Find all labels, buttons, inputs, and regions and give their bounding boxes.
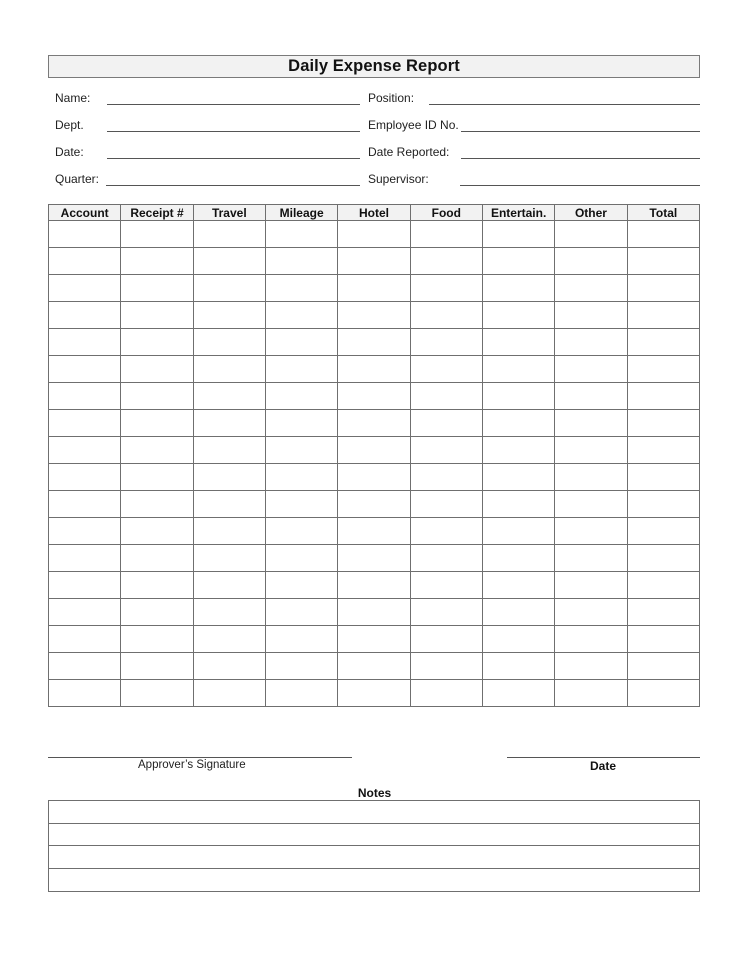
cell-other[interactable] <box>555 275 627 302</box>
report-title: Daily Expense Report <box>288 57 460 75</box>
cell-account[interactable] <box>49 626 121 653</box>
cell-food[interactable] <box>410 383 482 410</box>
cell-food[interactable] <box>410 545 482 572</box>
cell-mileage[interactable] <box>265 599 337 626</box>
notes-box <box>48 800 700 892</box>
approval-date-line[interactable] <box>507 757 700 758</box>
table-row <box>49 545 700 572</box>
cell-total[interactable] <box>627 464 699 491</box>
table-row <box>49 221 700 248</box>
cell-travel[interactable] <box>193 302 265 329</box>
cell-food[interactable] <box>410 221 482 248</box>
cell-other[interactable] <box>555 572 627 599</box>
cell-hotel[interactable] <box>338 437 410 464</box>
column-header-travel: Travel <box>193 205 265 221</box>
notes-line[interactable] <box>49 823 700 846</box>
approver-signature-line[interactable] <box>48 757 352 758</box>
cell-other[interactable] <box>555 626 627 653</box>
cell-hotel[interactable] <box>338 572 410 599</box>
cell-travel[interactable] <box>193 329 265 356</box>
cell-receipt[interactable] <box>121 410 193 437</box>
cell-entertain[interactable] <box>482 464 554 491</box>
cell-total[interactable] <box>627 275 699 302</box>
cell-entertain[interactable] <box>482 329 554 356</box>
cell-other[interactable] <box>555 545 627 572</box>
cell-other[interactable] <box>555 221 627 248</box>
cell-receipt[interactable] <box>121 491 193 518</box>
notes-line[interactable] <box>49 869 700 892</box>
cell-receipt[interactable] <box>121 329 193 356</box>
cell-entertain[interactable] <box>482 410 554 437</box>
cell-entertain[interactable] <box>482 248 554 275</box>
cell-entertain[interactable] <box>482 626 554 653</box>
cell-hotel[interactable] <box>338 383 410 410</box>
cell-total[interactable] <box>627 491 699 518</box>
cell-travel[interactable] <box>193 248 265 275</box>
cell-mileage[interactable] <box>265 626 337 653</box>
table-row <box>49 626 700 653</box>
cell-travel[interactable] <box>193 356 265 383</box>
cell-food[interactable] <box>410 248 482 275</box>
cell-total[interactable] <box>627 626 699 653</box>
cell-entertain[interactable] <box>482 491 554 518</box>
name-label: Name: <box>55 91 91 105</box>
cell-mileage[interactable] <box>265 437 337 464</box>
table-header-row <box>49 205 700 221</box>
column-header-mileage: Mileage <box>265 205 337 221</box>
supervisor-field[interactable] <box>460 185 700 186</box>
cell-account[interactable] <box>49 329 121 356</box>
cell-mileage[interactable] <box>265 221 337 248</box>
cell-food[interactable] <box>410 518 482 545</box>
position-label: Position: <box>368 91 415 105</box>
cell-other[interactable] <box>555 599 627 626</box>
cell-entertain[interactable] <box>482 275 554 302</box>
cell-food[interactable] <box>410 572 482 599</box>
cell-entertain[interactable] <box>482 518 554 545</box>
quarter-label: Quarter: <box>55 172 100 186</box>
cell-hotel[interactable] <box>338 275 410 302</box>
date-reported-field[interactable] <box>461 158 700 159</box>
cell-entertain[interactable] <box>482 545 554 572</box>
expense-table <box>48 204 700 707</box>
cell-food[interactable] <box>410 626 482 653</box>
cell-account[interactable] <box>49 356 121 383</box>
cell-other[interactable] <box>555 464 627 491</box>
cell-other[interactable] <box>555 680 627 707</box>
table-row <box>49 491 700 518</box>
cell-account[interactable] <box>49 464 121 491</box>
cell-mileage[interactable] <box>265 572 337 599</box>
cell-hotel[interactable] <box>338 653 410 680</box>
cell-travel[interactable] <box>193 383 265 410</box>
cell-receipt[interactable] <box>121 599 193 626</box>
dept-label: Dept. <box>55 118 84 132</box>
cell-travel[interactable] <box>193 464 265 491</box>
cell-other[interactable] <box>555 518 627 545</box>
table-row <box>49 329 700 356</box>
cell-other[interactable] <box>555 437 627 464</box>
cell-total[interactable] <box>627 518 699 545</box>
cell-other[interactable] <box>555 248 627 275</box>
cell-hotel[interactable] <box>338 464 410 491</box>
cell-entertain[interactable] <box>482 572 554 599</box>
cell-total[interactable] <box>627 383 699 410</box>
cell-food[interactable] <box>410 302 482 329</box>
column-header-receipt: Receipt # <box>121 205 193 221</box>
column-header-account: Account <box>49 205 121 221</box>
cell-other[interactable] <box>555 302 627 329</box>
cell-receipt[interactable] <box>121 518 193 545</box>
notes-row <box>49 823 700 846</box>
approval-date-label: Date <box>590 759 617 773</box>
cell-food[interactable] <box>410 599 482 626</box>
cell-total[interactable] <box>627 410 699 437</box>
date-reported-label: Date Reported: <box>368 145 450 159</box>
column-header-food: Food <box>410 205 482 221</box>
notes-line[interactable] <box>49 846 700 869</box>
cell-mileage[interactable] <box>265 383 337 410</box>
table-row <box>49 383 700 410</box>
cell-mileage[interactable] <box>265 302 337 329</box>
supervisor-label: Supervisor: <box>368 172 429 186</box>
table-row <box>49 464 700 491</box>
quarter-field[interactable] <box>106 185 360 186</box>
cell-account[interactable] <box>49 653 121 680</box>
column-header-entertain: Entertain. <box>482 205 554 221</box>
table-row <box>49 410 700 437</box>
cell-total[interactable] <box>627 680 699 707</box>
cell-hotel[interactable] <box>338 626 410 653</box>
table-row <box>49 518 700 545</box>
cell-entertain[interactable] <box>482 302 554 329</box>
table-row <box>49 248 700 275</box>
cell-hotel[interactable] <box>338 491 410 518</box>
cell-mileage[interactable] <box>265 329 337 356</box>
cell-mileage[interactable] <box>265 491 337 518</box>
cell-receipt[interactable] <box>121 302 193 329</box>
cell-travel[interactable] <box>193 221 265 248</box>
notes-title: Notes <box>357 786 392 800</box>
cell-mileage[interactable] <box>265 680 337 707</box>
cell-account[interactable] <box>49 248 121 275</box>
cell-hotel[interactable] <box>338 302 410 329</box>
cell-entertain[interactable] <box>482 383 554 410</box>
report-title-bar <box>48 55 700 78</box>
cell-total[interactable] <box>627 356 699 383</box>
cell-receipt[interactable] <box>121 356 193 383</box>
cell-account[interactable] <box>49 383 121 410</box>
cell-entertain[interactable] <box>482 356 554 383</box>
cell-receipt[interactable] <box>121 221 193 248</box>
cell-hotel[interactable] <box>338 248 410 275</box>
cell-other[interactable] <box>555 383 627 410</box>
cell-other[interactable] <box>555 329 627 356</box>
cell-total[interactable] <box>627 329 699 356</box>
cell-travel[interactable] <box>193 437 265 464</box>
employee-id-field[interactable] <box>461 131 700 132</box>
cell-mileage[interactable] <box>265 464 337 491</box>
cell-receipt[interactable] <box>121 680 193 707</box>
cell-receipt[interactable] <box>121 653 193 680</box>
cell-entertain[interactable] <box>482 680 554 707</box>
cell-total[interactable] <box>627 302 699 329</box>
cell-total[interactable] <box>627 572 699 599</box>
cell-account[interactable] <box>49 599 121 626</box>
notes-line[interactable] <box>49 801 700 824</box>
cell-hotel[interactable] <box>338 599 410 626</box>
cell-total[interactable] <box>627 221 699 248</box>
cell-travel[interactable] <box>193 410 265 437</box>
cell-food[interactable] <box>410 275 482 302</box>
cell-other[interactable] <box>555 491 627 518</box>
cell-receipt[interactable] <box>121 383 193 410</box>
cell-other[interactable] <box>555 356 627 383</box>
table-row <box>49 653 700 680</box>
cell-receipt[interactable] <box>121 572 193 599</box>
notes-row <box>49 846 700 869</box>
column-header-total: Total <box>627 205 699 221</box>
cell-receipt[interactable] <box>121 545 193 572</box>
cell-food[interactable] <box>410 680 482 707</box>
notes-row <box>49 869 700 892</box>
cell-total[interactable] <box>627 248 699 275</box>
table-row <box>49 356 700 383</box>
dept-field[interactable] <box>107 131 360 132</box>
cell-travel[interactable] <box>193 626 265 653</box>
cell-account[interactable] <box>49 221 121 248</box>
date-label: Date: <box>55 145 84 159</box>
cell-mileage[interactable] <box>265 410 337 437</box>
cell-travel[interactable] <box>193 545 265 572</box>
cell-receipt[interactable] <box>121 275 193 302</box>
cell-receipt[interactable] <box>121 626 193 653</box>
cell-mileage[interactable] <box>265 518 337 545</box>
cell-account[interactable] <box>49 437 121 464</box>
cell-travel[interactable] <box>193 572 265 599</box>
cell-account[interactable] <box>49 410 121 437</box>
cell-account[interactable] <box>49 572 121 599</box>
cell-travel[interactable] <box>193 491 265 518</box>
table-row <box>49 275 700 302</box>
notes-row <box>49 801 700 824</box>
cell-account[interactable] <box>49 545 121 572</box>
cell-food[interactable] <box>410 437 482 464</box>
position-field[interactable] <box>429 104 700 105</box>
table-row <box>49 599 700 626</box>
cell-travel[interactable] <box>193 518 265 545</box>
cell-other[interactable] <box>555 653 627 680</box>
cell-mileage[interactable] <box>265 545 337 572</box>
cell-receipt[interactable] <box>121 248 193 275</box>
cell-travel[interactable] <box>193 680 265 707</box>
cell-mileage[interactable] <box>265 275 337 302</box>
table-row <box>49 572 700 599</box>
employee-id-label: Employee ID No. <box>368 118 459 132</box>
cell-hotel[interactable] <box>338 410 410 437</box>
date-field[interactable] <box>107 158 360 159</box>
cell-entertain[interactable] <box>482 599 554 626</box>
cell-travel[interactable] <box>193 653 265 680</box>
cell-food[interactable] <box>410 653 482 680</box>
cell-travel[interactable] <box>193 275 265 302</box>
cell-entertain[interactable] <box>482 221 554 248</box>
cell-entertain[interactable] <box>482 437 554 464</box>
cell-food[interactable] <box>410 410 482 437</box>
cell-mileage[interactable] <box>265 248 337 275</box>
cell-food[interactable] <box>410 329 482 356</box>
cell-account[interactable] <box>49 302 121 329</box>
cell-hotel[interactable] <box>338 221 410 248</box>
cell-hotel[interactable] <box>338 356 410 383</box>
cell-travel[interactable] <box>193 599 265 626</box>
cell-mileage[interactable] <box>265 653 337 680</box>
cell-entertain[interactable] <box>482 653 554 680</box>
cell-other[interactable] <box>555 410 627 437</box>
cell-account[interactable] <box>49 491 121 518</box>
cell-mileage[interactable] <box>265 356 337 383</box>
cell-hotel[interactable] <box>338 545 410 572</box>
table-row <box>49 680 700 707</box>
cell-receipt[interactable] <box>121 437 193 464</box>
cell-hotel[interactable] <box>338 680 410 707</box>
cell-account[interactable] <box>49 518 121 545</box>
cell-total[interactable] <box>627 653 699 680</box>
cell-hotel[interactable] <box>338 518 410 545</box>
cell-receipt[interactable] <box>121 464 193 491</box>
cell-total[interactable] <box>627 437 699 464</box>
approver-signature-label: Approver’s Signature <box>138 759 246 771</box>
cell-account[interactable] <box>49 275 121 302</box>
cell-food[interactable] <box>410 464 482 491</box>
cell-total[interactable] <box>627 545 699 572</box>
table-row <box>49 437 700 464</box>
name-field[interactable] <box>107 104 360 105</box>
cell-account[interactable] <box>49 680 121 707</box>
table-row <box>49 302 700 329</box>
cell-food[interactable] <box>410 491 482 518</box>
column-header-hotel: Hotel <box>338 205 410 221</box>
cell-food[interactable] <box>410 356 482 383</box>
column-header-other: Other <box>555 205 627 221</box>
cell-total[interactable] <box>627 599 699 626</box>
cell-hotel[interactable] <box>338 329 410 356</box>
